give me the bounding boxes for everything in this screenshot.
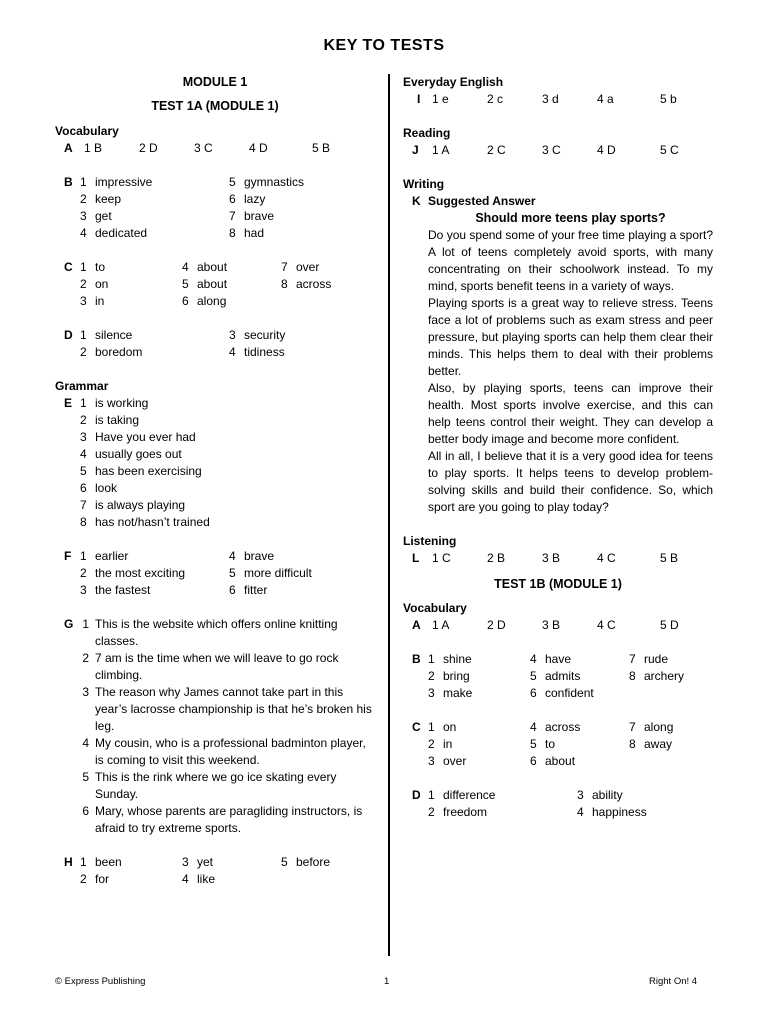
- answer-item: 1 This is the website which offers online knitting classes.: [82, 617, 338, 648]
- exercise-a: [55, 140, 375, 157]
- answer-row: 7 is always playing: [80, 498, 186, 512]
- answer: 5 B: [660, 551, 679, 565]
- essay-title: Should more teens play sports?: [475, 211, 666, 225]
- exercise-letter: B: [412, 652, 421, 666]
- answer-row: 2 keep 6 lazy: [80, 192, 266, 206]
- exercise-l: [403, 550, 713, 567]
- answer-row: 1 impressive 5 gymnastics: [80, 175, 305, 189]
- answer: 2 c: [487, 92, 504, 106]
- answer-row: 2 is taking: [80, 413, 140, 427]
- answer: 4 a: [597, 92, 614, 106]
- answer-row: 3 make 6 confident: [428, 686, 594, 700]
- reading-heading: Reading: [403, 126, 451, 140]
- exercise-letter: G: [64, 617, 74, 631]
- answer-item: 2 7 am is the time when we will leave to go rock climbing.: [82, 651, 339, 682]
- answer: 1 B: [84, 141, 103, 155]
- exercise-h: [55, 854, 375, 888]
- exercise-g: [55, 616, 375, 837]
- listening-heading: Listening: [403, 534, 457, 548]
- answer-row: 2 in 5 to 8 away: [428, 737, 673, 751]
- answer: 4 D: [249, 141, 268, 155]
- answer-row: 5 has been exercising: [80, 464, 202, 478]
- answer: 5 C: [660, 143, 679, 157]
- answer: 1 e: [432, 92, 449, 106]
- answer: 3 C: [194, 141, 213, 155]
- exercise-c-1b: [403, 719, 713, 770]
- answer-row: 1 shine 4 have 7 rude: [428, 652, 669, 666]
- answer-row: 3 Have you ever had: [80, 430, 196, 444]
- exercise-letter: A: [64, 141, 73, 155]
- answer-row: 2 on 5 about 8 across: [80, 277, 332, 291]
- exercise-letter: E: [64, 396, 73, 410]
- footer-publisher: © Express Publishing: [55, 976, 146, 987]
- exercise-e: [55, 395, 375, 531]
- answer-row: 2 bring 5 admits 8 archery: [428, 669, 685, 683]
- exercise-letter: J: [412, 143, 419, 157]
- suggested-answer-label: Suggested Answer: [428, 194, 536, 208]
- essay-paragraph: Also, by playing sports, teens can improve their health. Most sports involve exercise, and this can help teens control their weight. They can develop a better body image and become more confident.: [428, 381, 713, 446]
- answer-item: 4 My cousin, who is a professional badminton player, is coming to visit this weekend.: [82, 736, 366, 767]
- exercise-letter: C: [64, 260, 73, 274]
- everyday-english-heading: Everyday English: [403, 75, 504, 89]
- exercise-letter: L: [412, 551, 420, 565]
- answer: 3 C: [542, 143, 561, 157]
- answer-row: 2 freedom 4 happiness: [428, 805, 647, 819]
- answer-row: 1 to 4 about 7 over: [80, 260, 320, 274]
- exercise-letter: D: [64, 328, 73, 342]
- answer: 5 B: [312, 141, 331, 155]
- test-1a-heading: TEST 1A (MODULE 1): [151, 99, 279, 113]
- exercise-letter: C: [412, 720, 421, 734]
- answer-row: 1 silence 3 security: [80, 328, 286, 342]
- answer: 1 A: [432, 143, 450, 157]
- answer: 4 C: [597, 551, 616, 565]
- answer: 3 B: [542, 618, 561, 632]
- essay-paragraph: All in all, I believe that it is a very good idea for teens to play sports. It helps teens to develop problem-solving skills and build their confidence. So, which sport are you going to play today?: [428, 449, 713, 514]
- exercise-c: [55, 259, 375, 310]
- answer-row: 2 for 4 like: [80, 872, 216, 886]
- answer: 2 D: [487, 618, 506, 632]
- right-column: [403, 74, 713, 821]
- answer: 1 C: [432, 551, 451, 565]
- answer-row: 1 is working: [80, 396, 149, 410]
- answer: 1 A: [432, 618, 450, 632]
- answer-item: 6 Mary, whose parents are paragliding instructors, is afraid to try extreme sports.: [82, 804, 363, 835]
- left-column: [55, 74, 375, 888]
- module-heading: MODULE 1: [182, 75, 248, 89]
- answer: 2 D: [139, 141, 158, 155]
- answer-row: 1 been 3 yet 5 before: [80, 855, 331, 869]
- answer-row: 6 look: [80, 481, 118, 495]
- answer: 3 d: [542, 92, 559, 106]
- exercise-b: [55, 174, 375, 242]
- answer-row: 3 the fastest 6 fitter: [80, 583, 268, 597]
- footer-book-title: Right On! 4: [649, 976, 698, 987]
- answer-row: 1 earlier 4 brave: [80, 549, 275, 563]
- page-number: 1: [384, 976, 390, 987]
- exercise-d-1b: [403, 787, 713, 821]
- answer: 5 b: [660, 92, 677, 106]
- answer: 4 C: [597, 618, 616, 632]
- answer-row: 4 usually goes out: [80, 447, 182, 461]
- answer-row: 1 difference 3 ability: [428, 788, 623, 802]
- answer-row: 3 in 6 along: [80, 294, 227, 308]
- exercise-b-1b: [403, 651, 713, 702]
- exercise-i: [403, 91, 713, 108]
- exercise-d: [55, 327, 375, 361]
- exercise-letter: I: [417, 92, 421, 106]
- exercise-letter: B: [64, 175, 73, 189]
- answer-row: 2 boredom 4 tidiness: [80, 345, 285, 359]
- exercise-j: [403, 142, 713, 159]
- answer-row: 2 the most exciting 5 more difficult: [80, 566, 312, 580]
- page-title: KEY TO TESTS: [323, 37, 445, 54]
- essay-paragraph: Playing sports is a great way to relieve stress. Teens face a lot of problems such as exam stress and peer pressure, but playing sports can help them clear their minds. This helps them to deal with their problems better.: [428, 296, 713, 378]
- answer: 2 B: [487, 551, 506, 565]
- exercise-k: [403, 193, 713, 210]
- exercise-letter: A: [412, 618, 421, 632]
- answer-item: 5 This is the rink where we go ice skating every Sunday.: [82, 770, 337, 801]
- answer: 4 D: [597, 143, 616, 157]
- answer: 3 B: [542, 551, 561, 565]
- exercise-letter: K: [412, 194, 421, 208]
- answer-row: 3 over 6 about: [428, 754, 576, 768]
- writing-heading: Writing: [403, 177, 445, 191]
- exercise-letter: F: [64, 549, 72, 563]
- test-1b-heading: TEST 1B (MODULE 1): [494, 577, 622, 591]
- essay-paragraph: Do you spend some of your free time playing a sport? A lot of teens completely avoid sports, with many concentrating on their schoolwork instead. To my mind, sports benefit teens in a variety of ways.: [428, 228, 713, 293]
- vocabulary-heading: Vocabulary: [55, 124, 119, 138]
- column-divider: [388, 74, 390, 956]
- answer-item: 3 The reason why James cannot take part in this year’s lacrosse championship is that he’s broken his leg.: [82, 685, 372, 733]
- answer-row: 4 dedicated 8 had: [80, 226, 265, 240]
- answer: 2 C: [487, 143, 506, 157]
- answer: 5 D: [660, 618, 679, 632]
- exercise-f: [55, 548, 375, 599]
- answer-row: 3 get 7 brave: [80, 209, 275, 223]
- exercise-letter: D: [412, 788, 421, 802]
- exercise-a-1b: [403, 617, 713, 634]
- exercise-letter: H: [64, 855, 73, 869]
- answer-row: 8 has not/hasn’t trained: [80, 515, 210, 529]
- answer-row: 1 on 4 across 7 along: [428, 720, 674, 734]
- grammar-heading: Grammar: [55, 379, 109, 393]
- vocabulary-heading-1b: Vocabulary: [403, 601, 467, 615]
